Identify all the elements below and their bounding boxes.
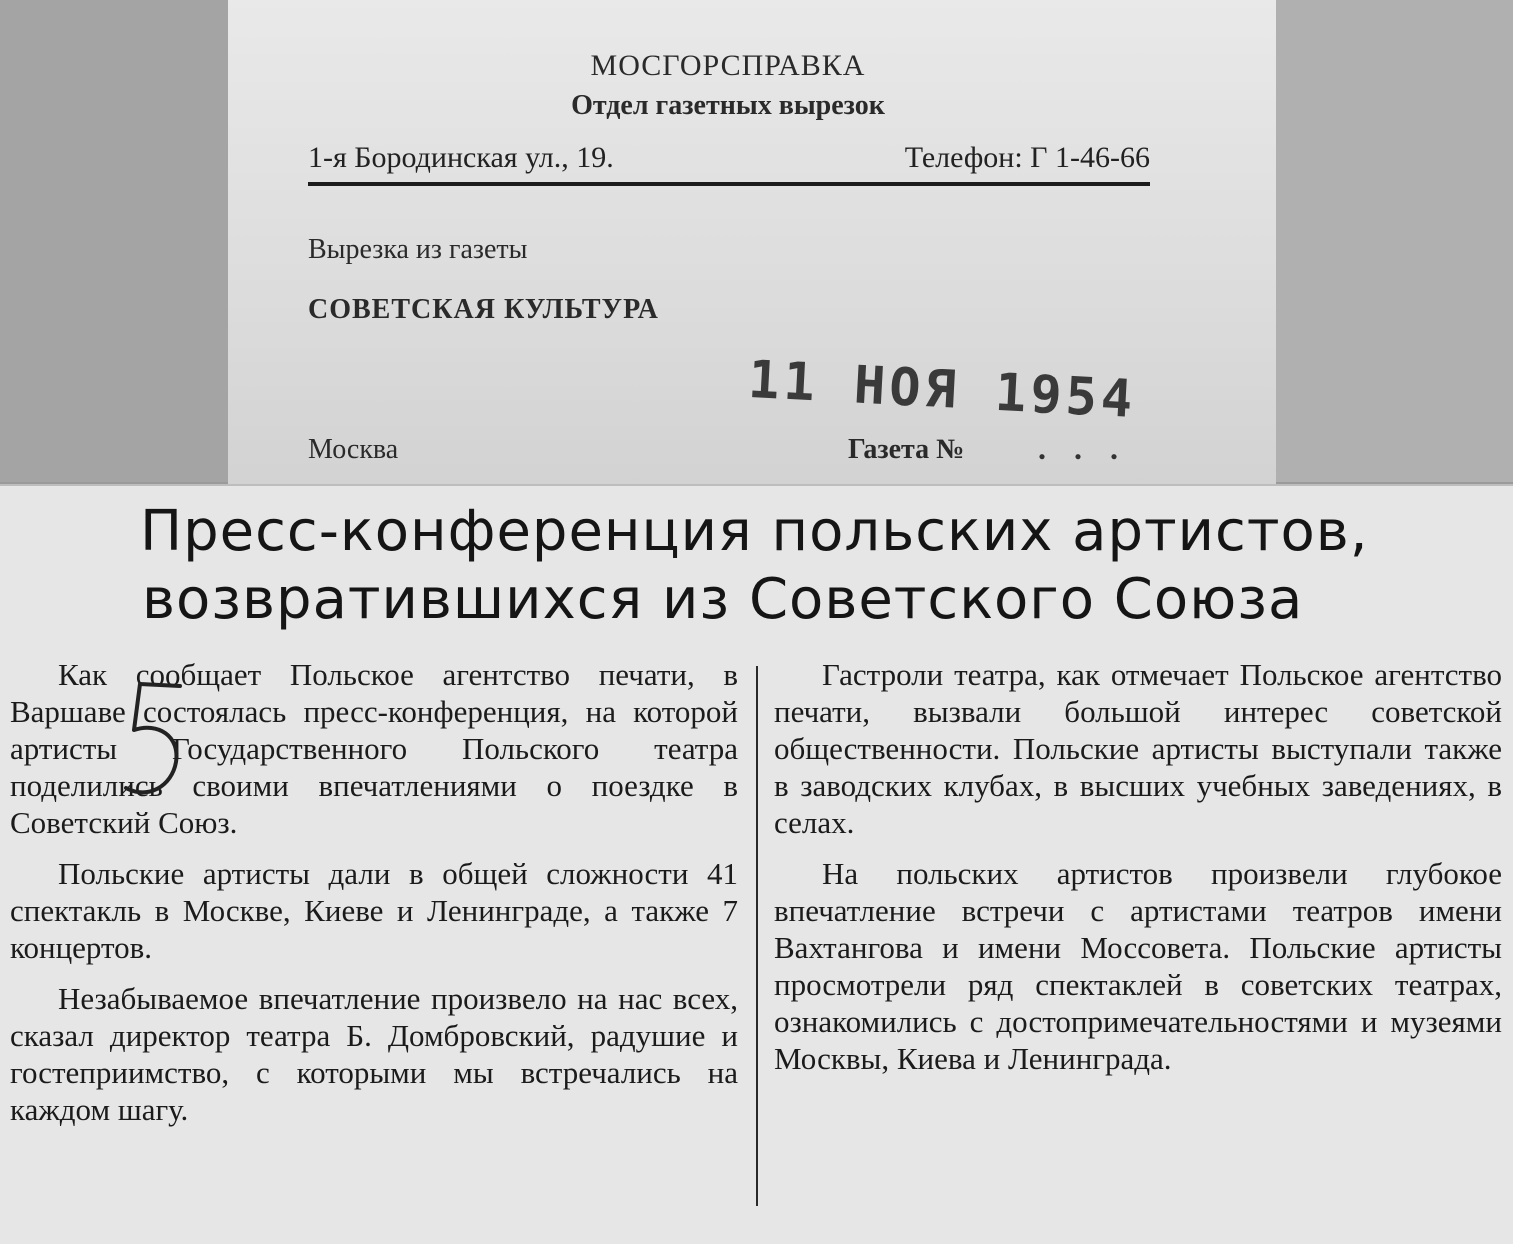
clipping-service-slip: [228, 0, 1276, 492]
scan-background-left: [0, 0, 230, 482]
headline-line-2: возвратившихся из Советского Союза: [142, 567, 1304, 632]
department-name: Отдел газетных вырезок: [571, 90, 885, 121]
address: 1-я Бородинская ул., 19.: [308, 141, 614, 174]
date-stamp: 11 НОЯ 1954: [746, 349, 1138, 431]
scan-background-right: [1275, 0, 1513, 482]
paragraph: На польских артистов произвели глубокое впечатление встречи с артистами театров имени Вахтангова и имени Моссовета. Польские артисты просмотрели ряд спектаклей в советских театрах, ознакомились с достопримечательностями и музеями Москвы, Киева и Ленинграда.: [774, 856, 1502, 1076]
address-row: [308, 140, 1150, 186]
paragraph: Незабываемое впечатление произвело на нас всех, сказал директор театра Б. Домбровский, радушие и гостеприимство, с которыми мы встречались на каждом шагу.: [10, 981, 738, 1127]
handwritten-mark: [118, 678, 188, 808]
issue-label: Газета №: [848, 434, 965, 465]
organization-name: МОСГОРСПРАВКА: [590, 49, 866, 82]
clipping-label: Вырезка из газеты: [308, 234, 528, 265]
paragraph: Гастроли театра, как отмечает Польское агентство печати, вызвали большой интерес советской общественности. Польские артисты выступали также в заводских клубах, в высших учебных заведениях, в селах.: [774, 657, 1502, 840]
paragraph: Как сообщает Польское агентство печати, в Варшаве состоялась пресс-конференция, на которой артисты Государственного Польского театра поделились своими впечатлениями о поездке в Советский Союз.: [10, 657, 738, 840]
newspaper-clipping: [0, 484, 1513, 1244]
paragraph: Польские артисты дали в общей сложности 41 спектакль в Москве, Киеве и Ленинграде, а также 7 концертов.: [10, 856, 738, 965]
headline-line-1: Пресс-конференция польских артистов,: [140, 499, 1369, 564]
city: Москва: [308, 434, 399, 465]
slip-header: [228, 48, 1228, 124]
column-divider: [756, 666, 758, 1206]
phone: Телефон: Г 1-46-66: [904, 141, 1150, 174]
article-headline: [140, 498, 1400, 634]
article-column-right: [774, 656, 1502, 1091]
issue-number-blank: . . .: [1038, 430, 1128, 466]
newspaper-name: СОВЕТСКАЯ КУЛЬТУРА: [308, 294, 659, 325]
